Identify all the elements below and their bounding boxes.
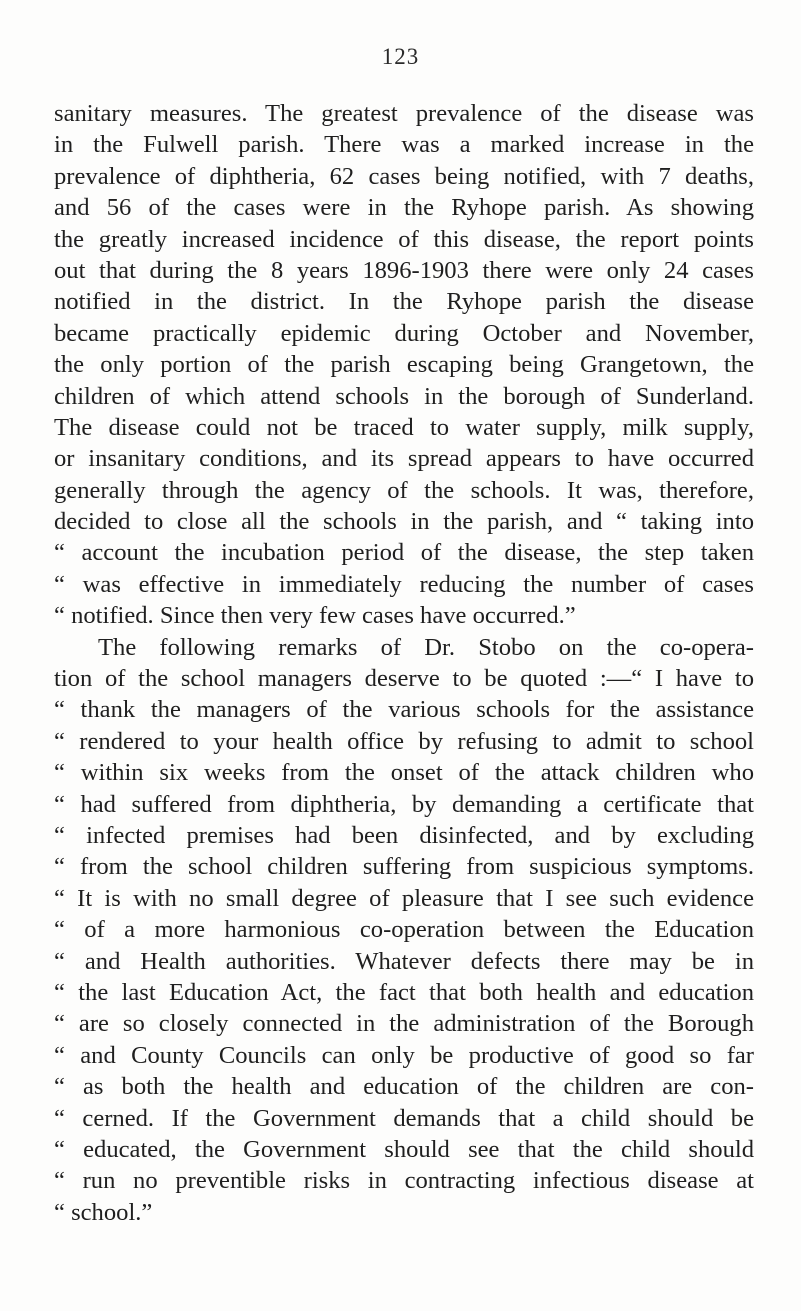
- text-line: “ from the school children suffering from suspicious symptoms.: [54, 853, 754, 881]
- text-line: and 56 of the cases were in the Ryhope parish. As showing: [54, 194, 754, 222]
- text-line: “ was effective in immediately reducing the number of cases: [54, 570, 754, 598]
- text-line: “ cerned. If the Government demands that a child should be: [54, 1104, 754, 1132]
- text-line: decided to close all the schools in the parish, and “ taking into: [54, 508, 754, 536]
- text-line: “ are so closely connected in the administration of the Borough: [54, 1010, 754, 1038]
- text-line: became practically epidemic during October and November,: [54, 319, 754, 347]
- text-line: tion of the school managers deserve to be quoted :—“ I have to: [54, 665, 754, 693]
- text-line: “ notified. Since then very few cases have occurred.”: [54, 602, 576, 630]
- text-line: sanitary measures. The greatest prevalence of the disease was: [54, 100, 754, 127]
- text-line: generally through the agency of the schools. It was, therefore,: [54, 476, 754, 504]
- text-line: “ run no preventible risks in contracting infectious disease at: [54, 1167, 754, 1195]
- text-line: the greatly increased incidence of this disease, the report points: [54, 225, 754, 253]
- text-line: notified in the district. In the Ryhope parish the disease: [54, 288, 754, 316]
- text-line: “ rendered to your health office by refusing to admit to school: [54, 727, 754, 755]
- paragraph-start-line: The following remarks of Dr. Stobo on the co-opera-: [98, 633, 754, 661]
- text-line: “ educated, the Government should see that the child should: [54, 1135, 754, 1163]
- text-line: the only portion of the parish escaping being Grangetown, the: [54, 351, 754, 379]
- text-line: “ thank the managers of the various schools for the assistance: [54, 696, 754, 724]
- text-line: “ the last Education Act, the fact that both health and education: [54, 978, 754, 1006]
- text-line: “ It is with no small degree of pleasure that I see such evidence: [54, 884, 754, 912]
- text-line: “ and County Councils can only be productive of good so far: [54, 1041, 754, 1069]
- text-line: “ school.”: [54, 1198, 153, 1226]
- text-line: or insanitary conditions, and its spread appears to have occurred: [54, 445, 754, 473]
- text-line: “ account the incubation period of the disease, the step taken: [54, 539, 754, 567]
- text-line: in the Fulwell parish. There was a marked increase in the: [54, 131, 754, 159]
- body-text: [54, 98, 754, 1228]
- text-line: “ as both the health and education of the children are con-: [54, 1073, 754, 1101]
- text-line: The disease could not be traced to water supply, milk supply,: [54, 413, 754, 441]
- text-line: “ within six weeks from the onset of the attack children who: [54, 759, 754, 787]
- text-line: prevalence of diphtheria, 62 cases being notified, with 7 deaths,: [54, 162, 754, 190]
- text-line: out that during the 8 years 1896-1903 there were only 24 cases: [54, 256, 754, 284]
- text-line: “ and Health authorities. Whatever defects there may be in: [54, 947, 754, 975]
- text-line: “ of a more harmonious co-operation between the Education: [54, 916, 754, 944]
- text-line: “ had suffered from diphtheria, by demanding a certificate that: [54, 790, 754, 818]
- text-line: “ infected premises had been disinfected, and by excluding: [54, 821, 754, 849]
- text-line: children of which attend schools in the borough of Sunderland.: [54, 382, 754, 410]
- page-number: 123: [381, 44, 420, 69]
